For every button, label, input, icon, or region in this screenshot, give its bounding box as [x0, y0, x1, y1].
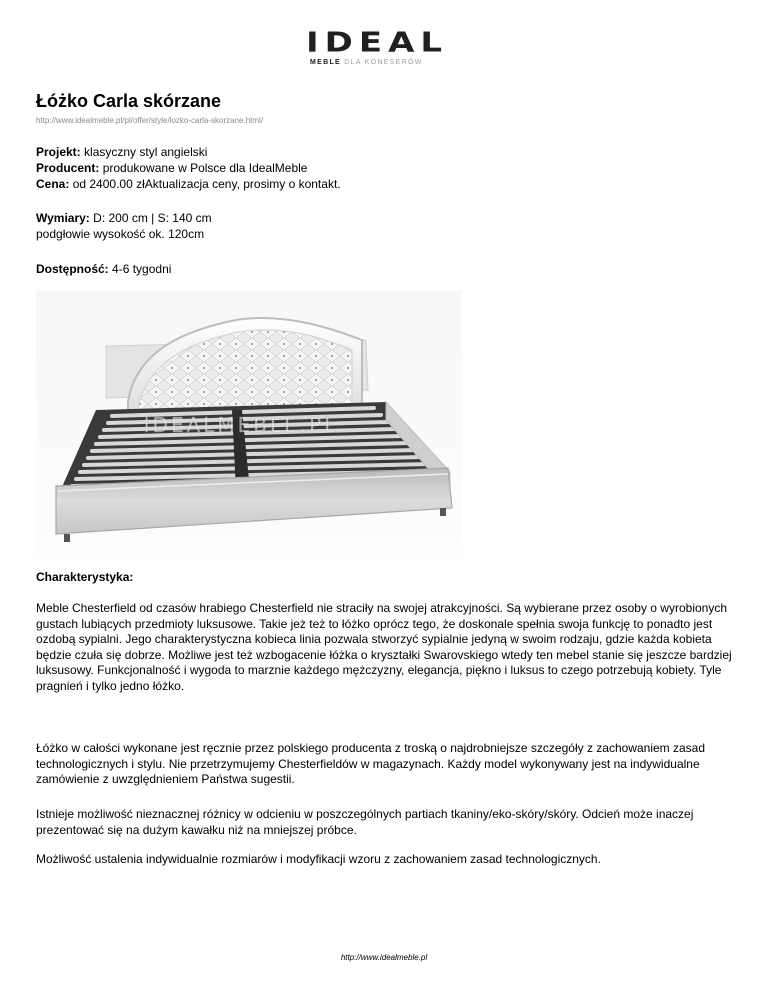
detail-dostepnosc-label: Dostępność: — [36, 262, 109, 276]
detail-cena — [36, 176, 341, 192]
logo-tagline-koneserow: DLA KONESERÓW — [344, 59, 423, 66]
logo-wordmark: IDEAL — [306, 25, 449, 59]
bed-foot-right — [440, 508, 446, 516]
product-dimensions — [36, 210, 212, 242]
logo-tagline — [310, 58, 423, 68]
product-availability — [36, 261, 171, 277]
detail-projekt-value: klasyczny styl angielski — [84, 145, 208, 159]
product-title: Łóżko Carla skórzane — [36, 91, 222, 111]
detail-projekt-label: Projekt: — [36, 145, 81, 159]
bed-foot-left — [64, 534, 70, 542]
detail-projekt — [36, 144, 341, 160]
description-paragraph-3: Istnieje możliwość nieznacznej różnicy w odcieniu w poszczególnych partiach tkaniny/eko-skóry/skóry. Odcień może inaczej prezentować się na dużym kawałku niż na mniejszej próbce. — [36, 807, 694, 837]
detail-wymiary-extra: podgłowie wysokość ok. 120cm — [36, 227, 205, 241]
product-photo — [36, 290, 462, 558]
description-heading: Charakterystyka: — [36, 570, 134, 584]
detail-wymiary-label: Wymiary: — [36, 211, 90, 225]
product-details — [36, 144, 341, 192]
description-paragraph-2: Łóżko w całości wykonane jest ręcznie przez polskiego producenta z troską o najdrobniejsze szczegóły z zachowaniem zasad technologicznych i stylu. Nie przetrzymujemy Chesterfieldów w magazynach. Każdy model wykonywany jest na indywidualne zamówienie z uwzględnieniem Państwa sugestii. — [36, 741, 706, 786]
brand-logo — [306, 25, 478, 70]
detail-wymiary-value: D: 200 cm | S: 140 cm — [93, 211, 212, 225]
detail-dostepnosc-value: 4-6 tygodni — [112, 262, 172, 276]
detail-producent — [36, 160, 341, 176]
detail-wymiary — [36, 210, 212, 226]
product-url: http://www.idealmeble.pl/pl/offer/style/lozko-carla-skorzane.html/ — [36, 116, 264, 125]
detail-producent-label: Producent: — [36, 161, 100, 175]
detail-producent-value: produkowane w Polsce dla IdealMeble — [102, 161, 308, 175]
description-paragraph-4: Możliwość ustalenia indywidualnie rozmiarów i modyfikacji wzoru z zachowaniem zasad technologicznych. — [36, 852, 601, 866]
footer-url[interactable]: http://www.idealmeble.pl — [340, 953, 428, 962]
detail-cena-value: od 2400.00 złAktualizacja ceny, prosimy o kontakt. — [72, 177, 341, 191]
detail-cena-label: Cena: — [36, 177, 70, 191]
photo-watermark: IDEALMEBLE.PL — [143, 413, 339, 437]
description-paragraph-1: Meble Chesterfield od czasów hrabiego Chesterfield nie straciły na swojej atrakcyjności. Są wybierane przez osoby o wyrobionych gustach lubiących przedmioty luksusowe. Takie jeż też to łóżko oprócz tego, że doskonale spełnia swoja funkcję to ponadto jest ozdobą sypialni. Jego charakterystyczna kobieca linia pozwala stworzyć sypialnie jedyną w swoim rodzaju, gdzie każda kobieta będzie czuła się dobrze. Możliwe jest też wzbogacenie łóżka o kryształki Swarovskiego wtedy ten mebel stanie się jeszcze bardziej luksusowy. Funkcjonalność i wygoda to marznie każdego mężczyzny, elegancja, piękno i luksus to czego potrzebują kobiety. Tyle pragnień i tylko jedno łóżko. — [36, 601, 732, 693]
logo-tagline-meble: MEBLE — [310, 59, 341, 66]
